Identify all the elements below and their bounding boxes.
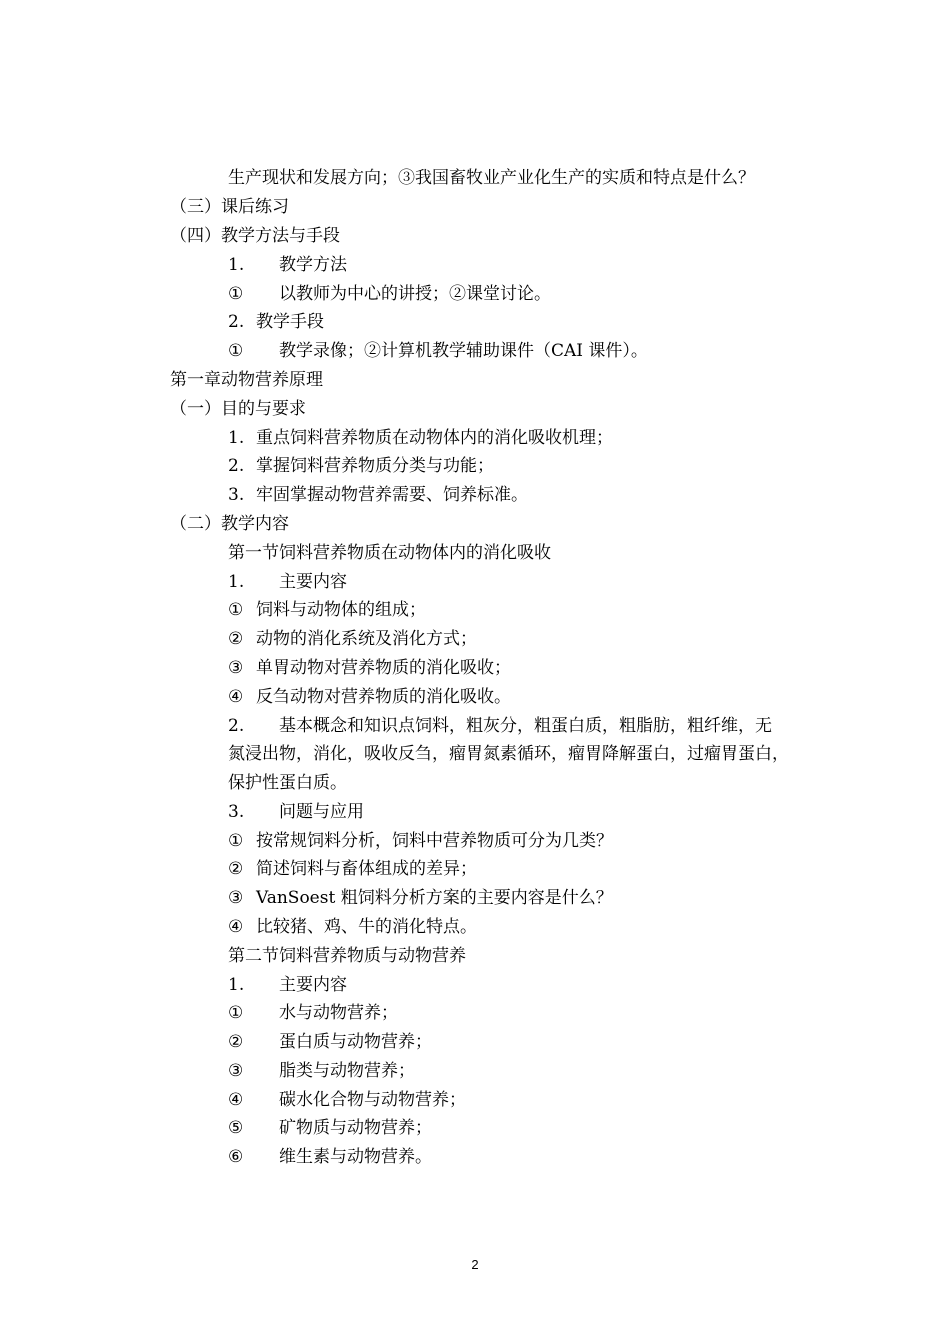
section-heading: （三）课后练习 (170, 197, 289, 217)
list-item: 1. 重点饲料营养物质在动物体内的消化吸收机理； (228, 428, 613, 448)
list-item: ② 蛋白质与动物营养； (228, 1032, 432, 1052)
subsection-heading: 第二节饲料营养物质与动物营养 (228, 946, 466, 966)
list-marker: 1. (228, 975, 245, 995)
list-item: ① 以教师为中心的讲授；②课堂讨论。 (228, 284, 551, 304)
list-item: ⑤ 矿物质与动物营养； (228, 1118, 432, 1138)
list-item: ④ 反刍动物对营养物质的消化吸收。 (228, 687, 511, 707)
chapter-heading: 第一章动物营养原理 (170, 370, 323, 390)
list-marker: 2. (228, 456, 245, 476)
list-marker: 1. (228, 572, 245, 592)
list-marker: ② (228, 1032, 244, 1052)
list-marker: ① (228, 600, 244, 620)
list-marker: 3. (228, 485, 245, 505)
subsection-heading: 第一节饲料营养物质在动物体内的消化吸收 (228, 543, 551, 563)
page-number: 2 (471, 1257, 479, 1272)
list-item: ② 简述饲料与畜体组成的差异； (228, 859, 477, 879)
list-marker: 2. (228, 716, 245, 736)
list-marker: ① (228, 284, 244, 304)
list-marker: 3. (228, 802, 245, 822)
list-marker: ② (228, 859, 244, 879)
list-item: 3. 牢固掌握动物营养需要、饲养标准。 (228, 485, 528, 505)
list-marker: 1. (228, 255, 245, 275)
list-marker: 1. (228, 428, 245, 448)
list-marker: ③ (228, 658, 244, 678)
list-marker: ① (228, 831, 244, 851)
list-item: ④ 比较猪、鸡、牛的消化特点。 (228, 917, 477, 937)
list-item: ① 教学录像；②计算机教学辅助课件（CAI 课件）。 (228, 341, 648, 361)
list-item: 3. 问题与应用 (228, 802, 364, 822)
list-item: 1. 主要内容 (228, 572, 347, 592)
list-marker: ③ (228, 888, 244, 908)
list-item: ① 水与动物营养； (228, 1003, 398, 1023)
list-marker: ① (228, 341, 244, 361)
list-item: 2. 基本概念和知识点饲料，粗灰分，粗蛋白质，粗脂肪，粗纤维，无 (228, 716, 772, 736)
list-item: ③ 脂类与动物营养； (228, 1061, 415, 1081)
list-marker: ⑤ (228, 1118, 244, 1138)
list-item: ④ 碳水化合物与动物营养； (228, 1090, 466, 1110)
paragraph-line: 氮浸出物，消化，吸收反刍，瘤胃氮素循环，瘤胃降解蛋白，过瘤胃蛋白， (228, 744, 789, 764)
list-marker: ① (228, 1003, 244, 1023)
section-heading: （二）教学内容 (170, 514, 289, 534)
list-marker: 2. (228, 312, 245, 332)
list-item: ① 按常规饲料分析，饲料中营养物质可分为几类？ (228, 831, 613, 851)
list-marker: ④ (228, 917, 244, 937)
list-item: ③ VanSoest 粗饲料分析方案的主要内容是什么？ (228, 888, 613, 908)
list-item: ③ 单胃动物对营养物质的消化吸收； (228, 658, 511, 678)
list-item: 2. 教学手段 (228, 312, 324, 332)
list-item: ② 动物的消化系统及消化方式； (228, 629, 477, 649)
list-item: 2. 掌握饲料营养物质分类与功能； (228, 456, 494, 476)
list-marker: ② (228, 629, 244, 649)
list-item: ⑥ 维生素与动物营养。 (228, 1147, 432, 1167)
list-marker: ④ (228, 687, 244, 707)
list-item: 1. 主要内容 (228, 975, 347, 995)
list-item: 1. 教学方法 (228, 255, 347, 275)
list-marker: ④ (228, 1090, 244, 1110)
section-heading: （四）教学方法与手段 (170, 226, 340, 246)
list-item: ① 饲料与动物体的组成； (228, 600, 426, 620)
list-marker: ③ (228, 1061, 244, 1081)
paragraph-line: 保护性蛋白质。 (228, 773, 347, 793)
paragraph-line: 生产现状和发展方向；③我国畜牧业产业化生产的实质和特点是什么？ (228, 168, 755, 188)
section-heading: （一）目的与要求 (170, 399, 306, 419)
list-marker: ⑥ (228, 1147, 244, 1167)
